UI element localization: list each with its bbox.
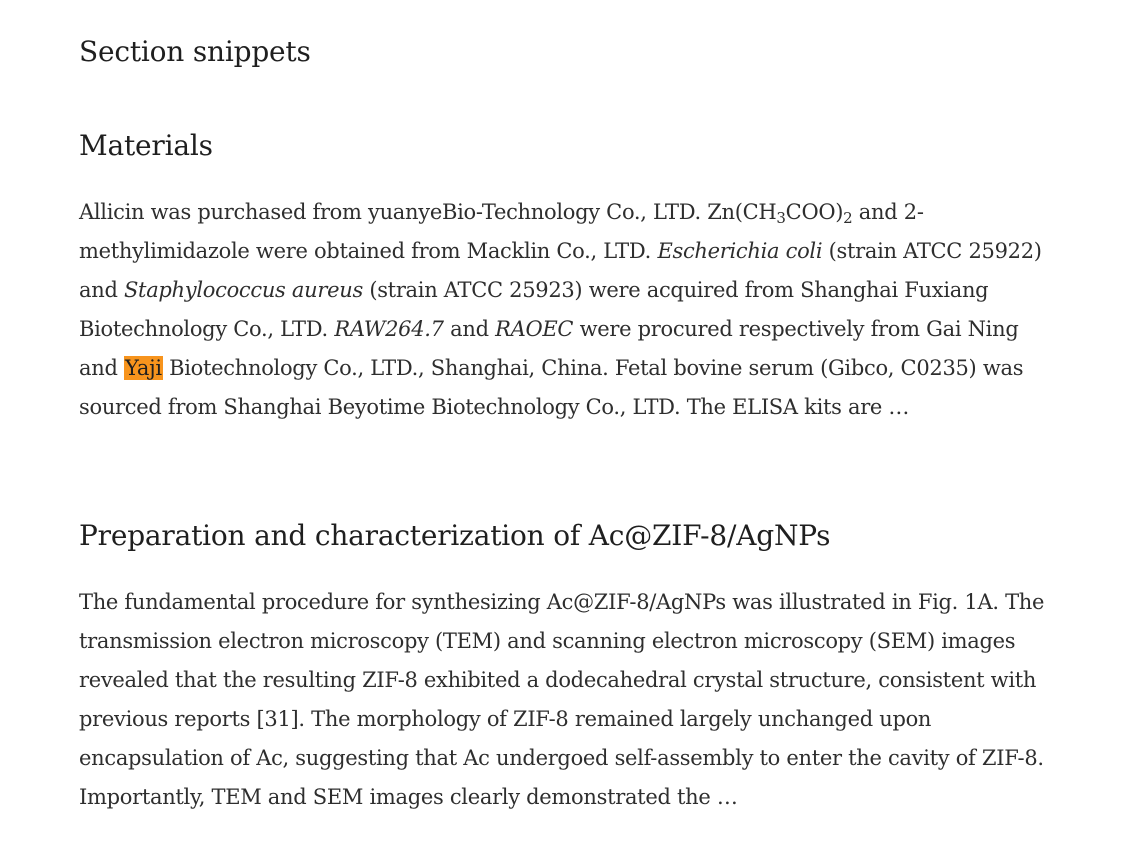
snippet-body-preparation: The fundamental procedure for synthesizing Ac@ZIF-8/AgNPs was illustrated in Fig. 1A. The transmission electron microscopy (TEM) and scanning electron microscopy (SEM) images revealed that the resulting ZIF-8 exhibited a dodecahedral crystal structure, consistent with previous reports [31]. The morphology of ZIF-8 remained largely unchanged upon encapsulation of Ac, suggesting that Ac undergoed self-assembly to enter the cavity of ZIF-8. Importantly, TEM and SEM images clearly demonstrated the … [79, 590, 1045, 809]
materials-text-6: and [443, 317, 496, 341]
section-title: Section snippets [79, 35, 311, 68]
materials-text-8: Biotechnology Co., LTD., Shanghai, China. Fetal bovine serum (Gibco, C0235) was sourced from Shanghai Beyotime Biotechnology Co., LTD. The ELISA kits are … [79, 356, 1024, 419]
species-s-aureus: Staphylococcus aureus [123, 278, 363, 302]
cell-line-raoec: RAOEC [495, 317, 574, 341]
subscript-2: 2 [843, 209, 853, 227]
materials-text-7: were procured respectively from Gai Ning and [79, 317, 1019, 380]
species-e-coli: Escherichia coli [657, 239, 823, 263]
materials-text-4: (strain ATCC 25922) and [79, 239, 1042, 302]
cell-line-raw: RAW264.7 [334, 317, 444, 341]
snippet-body-materials [79, 193, 1054, 427]
materials-text-2: COO) [785, 200, 844, 224]
subscript-3: 3 [776, 209, 786, 227]
snippet-heading-preparation[interactable]: Preparation and characterization of Ac@ZIF-8/AgNPs [79, 519, 831, 552]
search-highlight: Yaji [124, 356, 162, 380]
materials-text-5: (strain ATCC 25923) were acquired from Shanghai Fuxiang Biotechnology Co., LTD. [79, 278, 989, 341]
snippet-heading-materials[interactable]: Materials [79, 129, 213, 162]
materials-text-3: and 2-methylimidazole were obtained from Macklin Co., LTD. [79, 200, 924, 263]
materials-text-1: Allicin was purchased from yuanyeBio-Technology Co., LTD. Zn(CH [79, 200, 777, 224]
